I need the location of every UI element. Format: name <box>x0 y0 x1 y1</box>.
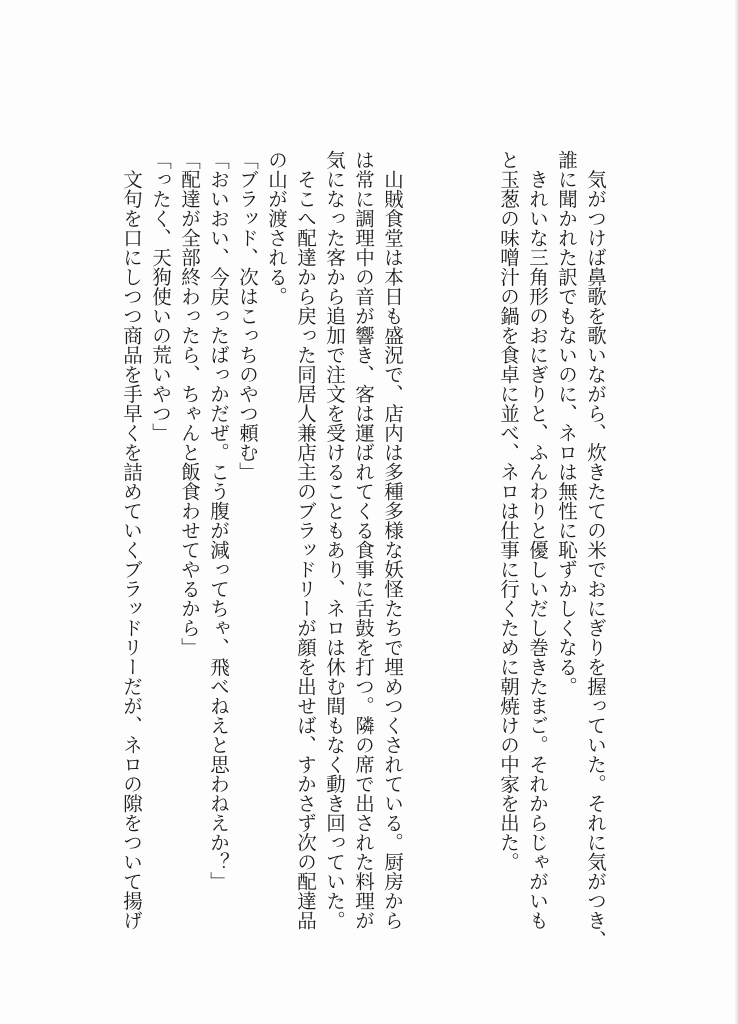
blank-line-1 <box>465 150 494 890</box>
vertical-text-body <box>117 150 610 950</box>
dialogue-line-1: 「ブラッド、次はこっちのやつ頼む」 <box>236 150 259 482</box>
dialogue-line-2: 「おいおい、今戻ったばっかだぜ。こう腹が減ってちゃ、飛べねえと思わねえか？」 <box>207 150 230 891</box>
text-line-4: と玉葱の味噌汁の鍋を食卓に並べ、ネロは仕事に行くために朝焼けの中家を出た。 <box>497 150 520 872</box>
text-line-3: きれいな三角形のおにぎりと、ふんわりと優しいだし巻きたまご。それからじゃがいも <box>526 150 549 930</box>
text-line-10: 文句を口にしつつ商品を手早くを詰めていくブラッドリーだが、ネロの隙をついて揚げ <box>120 150 143 930</box>
text-line-2: 誰に聞かれた訳でもないのに、ネロは無性に恥ずかしくなる。 <box>555 150 578 696</box>
dialogue-line-4: 「ったく、天狗使いの荒いやつ」 <box>149 150 172 443</box>
text-line-7: 気になった客から追加で注文を受けることもあり、ネロは休む間もなく動き回っていた。 <box>323 150 346 930</box>
text-line-1: 気がつけば鼻歌を歌いながら、炊きたての米でおにぎりを握っていた。それに気がつき、 <box>584 150 607 950</box>
dialogue-line-3: 「配達が全部終わったら、ちゃんと飯食わせてやるから」 <box>178 150 201 657</box>
blank-line-3 <box>407 150 436 890</box>
blank-line-2 <box>436 150 465 890</box>
text-line-9: の山が渡される。 <box>265 150 288 306</box>
text-line-5: 山賊食堂は本日も盛況で、店内は多種多様な妖怪たちで埋めつくされている。厨房から <box>381 150 404 930</box>
text-line-8: そこへ配達から戻った同居人兼店主のブラッドリーが顔を出せば、すかさず次の配達品 <box>294 150 317 930</box>
text-line-6: は常に調理中の音が響き、客は運ばれてくる食事に舌鼓を打つ。隣の席で出された料理が <box>352 150 375 930</box>
